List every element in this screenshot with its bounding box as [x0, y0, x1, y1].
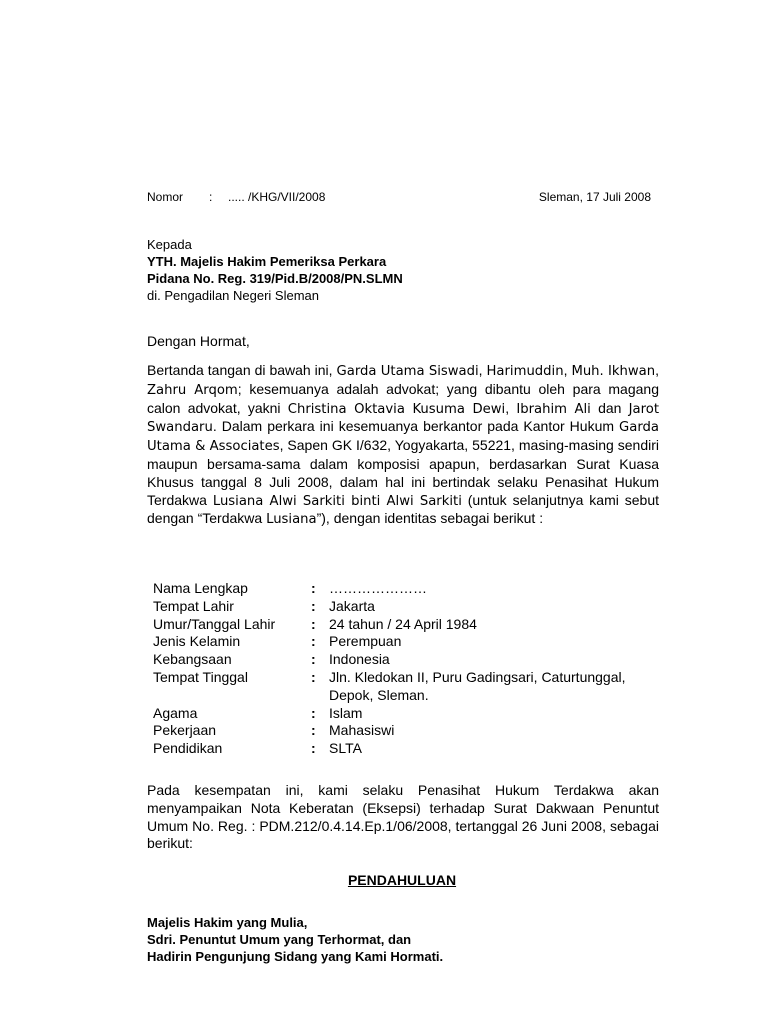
intern-name: Jarot Swandaru [147, 401, 660, 436]
section-heading: PENDAHULUAN [347, 872, 457, 888]
closing-line-3: Hadirin Pengunjung Sidang yang Kami Hormati. [147, 949, 444, 964]
closing-line-1: Majelis Hakim yang Mulia, [147, 915, 308, 930]
salutation: Dengan Hormat, [147, 333, 250, 349]
para-text: ; kesemuanya adalah advokat; yang dibantu oleh para magang calon advokat, yakni [147, 380, 659, 416]
recipient-line-3: di. Pengadilan Negeri Sleman [147, 288, 319, 303]
identity-colon: : [311, 615, 316, 632]
identity-colon: : [311, 633, 316, 650]
identity-colon: : [311, 704, 316, 721]
identity-row [153, 740, 663, 758]
recipient-address [147, 236, 403, 304]
para-text: , Sapen GK I/632, Yogyakarta, 55221, masing-masing sendiri maupun bersama-sama dalam komposisi apapun, berdasarkan Surat Kuasa Khusus tanggal 8 Juli 2008, dalam hal ini bertindak selaku Penasihat Hukum Terdakwa [147, 437, 659, 508]
para-text: , [478, 362, 487, 378]
identity-value: Perempuan [329, 633, 402, 650]
para-text: Bertanda tangan di bawah ini, [147, 362, 337, 378]
identity-row [153, 616, 663, 634]
advocate-name: Zahru Arqom [147, 382, 238, 398]
identity-label: Tempat Lahir [153, 597, 234, 614]
intern-name: Ibrahim Ali [516, 401, 591, 417]
advocate-name: Muh. Ikhwan [571, 364, 656, 379]
identity-row [153, 598, 663, 616]
place-date: Sleman, 17 Juli 2008 [538, 190, 651, 204]
identity-label: Umur/Tanggal Lahir [153, 615, 276, 632]
identity-label: Agama [153, 704, 198, 721]
para-text: . Dalam perkara ini kesemuanya berkantor pada Kantor Hukum [212, 418, 620, 435]
law-firm-name: Garda Utama & Associates [147, 420, 659, 455]
identity-row [153, 705, 663, 723]
recipient-line-2: Pidana No. Reg. 319/Pid.B/2008/PN.SLMN [147, 271, 403, 286]
identity-row [153, 651, 663, 669]
identity-label: Tempat Tinggal [153, 668, 248, 685]
identity-row [153, 722, 663, 740]
identity-value: 24 tahun / 24 April 1984 [329, 615, 477, 632]
identity-value: Jln. Kledokan II, Puru Gadingsari, Caturtunggal, Depok, Sleman. [329, 668, 626, 703]
para-text: , [505, 399, 517, 416]
identity-label: Pendidikan [153, 740, 223, 757]
identity-value: Islam [329, 704, 363, 721]
identity-label: Jenis Kelamin [153, 633, 241, 650]
para-text: , [563, 362, 572, 378]
identity-row [153, 633, 663, 651]
identity-colon: : [311, 668, 316, 685]
identity-colon: : [311, 651, 316, 668]
exception-paragraph: Pada kesempatan ini, kami selaku Penasihat Hukum Terdakwa akan menyampaikan Nota Keberatan (Eksepsi) terhadap Surat Dakwaan Penuntut Umum No. Reg. : PDM.212/0.4.14.Ep.1/06/2008, tertanggal 26 Juni 2008, sebagai berikut: [147, 782, 659, 852]
para-text: (untuk selanjutnya kami sebut dengan “Terdakwa [147, 491, 660, 527]
identity-colon: : [311, 722, 316, 739]
closing-address [147, 914, 443, 965]
identity-label: Kebangsaan [153, 651, 232, 668]
identity-table [153, 580, 663, 758]
closing-line-2: Sdri. Penuntut Umum yang Terhormat, dan [147, 932, 412, 947]
identity-colon: : [311, 597, 316, 614]
opening-paragraph [147, 362, 659, 529]
nomor-colon: : [209, 190, 213, 204]
identity-value: Indonesia [329, 651, 390, 668]
nomor-value: ..... /KHG/VII/2008 [228, 190, 326, 204]
identity-label: Nama Lengkap [153, 580, 248, 596]
para-text: dan [590, 399, 629, 416]
identity-value: ………………… [329, 580, 427, 596]
kepada-line: Kepada [147, 237, 192, 252]
identity-value: SLTA [329, 740, 362, 757]
identity-row [153, 580, 663, 598]
intern-name: Christina Oktavia Kusuma Dewi [287, 401, 506, 417]
nomor-label: Nomor [147, 190, 184, 204]
recipient-line-1: YTH. Majelis Hakim Pemeriksa Perkara [147, 254, 387, 269]
identity-label: Pekerjaan [153, 722, 217, 739]
advocate-name: Garda Utama Siswadi [336, 364, 479, 379]
defendant-short-name: Lusiana [266, 512, 317, 528]
identity-value: Mahasiswi [329, 722, 395, 739]
para-text: ”), dengan identitas sebagai berikut : [316, 510, 544, 527]
identity-row [153, 669, 663, 705]
para-text: , [655, 362, 659, 378]
identity-value: Jakarta [329, 597, 375, 614]
defendant-name: Lusiana Alwi Sarkiti binti Alwi Sarkiti [212, 493, 462, 509]
identity-colon: : [311, 740, 316, 757]
advocate-name: Harimuddin [486, 364, 564, 379]
identity-colon: : [311, 580, 316, 596]
